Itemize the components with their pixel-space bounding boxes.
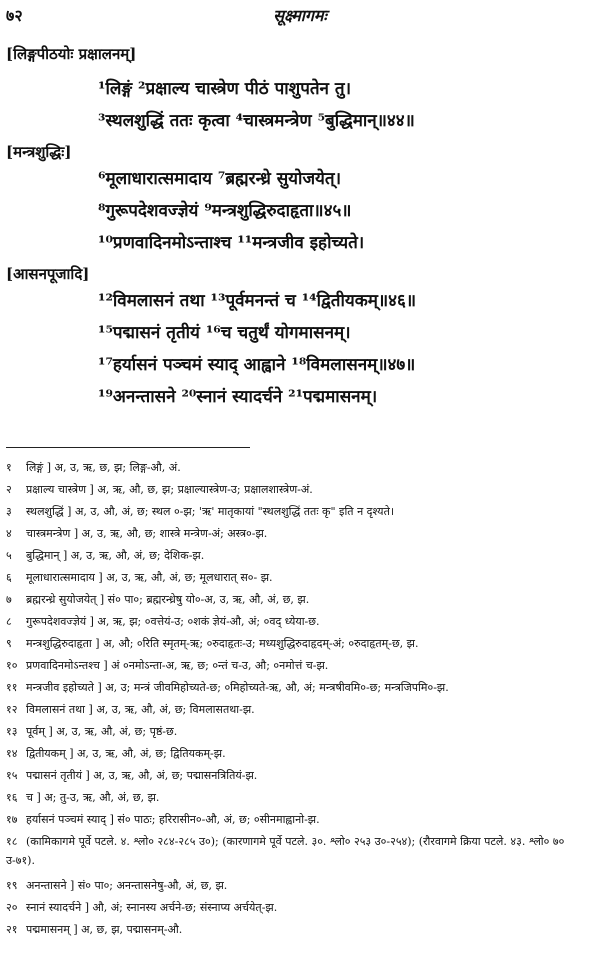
footnote-number: ५	[6, 549, 12, 562]
footnote-text: मन्त्रशुद्धिरुदाहृता ] अ, औ; ०रिति स्मृतम्-ऋ; ०रुदाहृतः-उ; मध्यशुद्धिरुदाहृदम्-अं; ०रुदाहृतम्-छ, झ.	[26, 637, 419, 650]
footnote	[6, 700, 594, 720]
section-heading-asana-puja: [आसनपूजादि]	[6, 265, 90, 283]
footnote-text: मन्त्रजीव इहोच्यते ] अ, उ; मन्त्रं जीवमिहोच्यते-छ; ०मिहोच्यते-ऋ, औ, अं; मन्त्रषीवमि०-छ; मन्त्रजिपमि०-झ.	[26, 681, 449, 694]
footnote-number: १२	[6, 703, 18, 716]
footnote	[6, 788, 594, 808]
footnote-text: प्रक्षाल्य चास्त्रेण ] अ, ऋ, औ, छ, झ; प्रक्षाल्यास्त्रेण-उ; प्रक्षालशास्त्रेण-अं.	[26, 483, 313, 496]
verse-line: ¹⁰प्रणवादिनमोऽन्ताश्च ¹¹मन्त्रजीव इहोच्यते।	[98, 233, 365, 253]
footnote-number: १६	[6, 791, 18, 804]
footnote-number: १९	[6, 879, 18, 892]
footnote-number: २१	[6, 923, 18, 936]
footnote-text: हर्यासनं पञ्चमं स्याद् ] सं० पाठः; हरिरासीन०-औ, अं, छ; ०सीनमाह्वानो-झ.	[26, 813, 320, 826]
footnote	[6, 810, 594, 830]
footnote-number: १५	[6, 769, 18, 782]
footnote-divider	[6, 447, 250, 448]
verse-line: ¹⁵पद्मासनं तृतीयं ¹⁶च चतुर्थं योगमासनम्।	[98, 323, 351, 343]
footnote-number: ६	[6, 571, 12, 584]
footnote-number: ४	[6, 527, 12, 540]
footnote-number: १३	[6, 725, 18, 738]
verse-line: ¹²विमलासनं तथा ¹³पूर्वमनन्तं च ¹⁴द्वितीयकम्॥४६॥	[98, 291, 417, 311]
verse-line: ¹⁷हर्यासनं पञ्चमं स्याद् आह्वाने ¹⁸विमलासनम्॥४७॥	[98, 355, 416, 375]
footnote-number: ३	[6, 505, 12, 518]
verse-line: ⁶मूलाधारात्समादाय ⁷ब्रह्मरन्ध्रे सुयोजयेत्।	[98, 169, 342, 189]
footnote-text: पद्ममासनम् ] अ, छ, झ, पद्मासनम्-औ.	[26, 923, 183, 936]
footnote	[6, 744, 594, 764]
page-header	[0, 4, 600, 26]
footnote-number: २०	[6, 901, 18, 914]
footnote	[6, 832, 594, 870]
verse-line: ⁸गुरूपदेशवज्ज्ञेयं ⁹मन्त्रशुद्धिरुदाहृता॥४५॥	[98, 201, 352, 221]
footnote	[6, 898, 594, 918]
footnote-text: अनन्तासने ] सं० पा०; अनन्तासनेषु-औ, अं, छ, झ.	[26, 879, 228, 892]
footnote-text: विमलासनं तथा ] अ, उ, ऋ, औ, अं, छ; विमलासतथा-झ.	[26, 703, 255, 716]
footnote	[6, 656, 594, 676]
footnote	[6, 634, 594, 654]
footnote-number: २	[6, 483, 12, 496]
verse-line: ³स्थलशुद्धिं ततः कृत्वा ⁴चास्त्रमन्त्रेण ⁵बुद्धिमान्॥४४॥	[98, 111, 415, 131]
footnote-text: पूर्वम् ] अ, उ, ऋ, औ, अं, छ; पृष्ठं-छ.	[26, 725, 178, 738]
footnote	[6, 612, 594, 632]
footnote-number: ११	[6, 681, 18, 694]
verse-line: ¹लिङ्गं ²प्रक्षाल्य चास्त्रेण पीठं पाशुपतेन तु।	[98, 79, 352, 99]
footnote-text: ब्रह्मरन्ध्रे सुयोजयेत् ] सं० पा०; ब्रह्मरन्ध्रेषु यो०-अ, उ, ऋ, औ, अं, छ, झ.	[26, 593, 310, 606]
footnote-number: ७	[6, 593, 12, 606]
footnote	[6, 678, 594, 698]
section-heading-mantra-shuddhi: [मन्त्रशुद्धिः]	[6, 143, 72, 161]
footnote-text: प्रणवादिनमोऽन्तश्च ] अं ०नमोऽन्ता-अ, ऋ, छ; ०न्तं च-उ, औ; ०नमोत्तं च-झ.	[26, 659, 329, 672]
footnote-text: मूलाधारात्समादाय ] अ, उ, ऋ, औ, अं, छ; मूलधारात् स०- झ.	[26, 571, 273, 584]
footnote	[6, 458, 594, 478]
footnote	[6, 766, 594, 786]
footnote-number: १४	[6, 747, 18, 760]
footnote-text: बुद्धिमान् ] अ, उ, ऋ, औ, अं, छ; देशिक-झ.	[26, 549, 205, 562]
footnote-number: १८	[6, 835, 18, 848]
footnote-text: द्वितीयकम् ] अ, उ, ऋ, औ, अं, छ; द्वितियकम्-झ.	[26, 747, 226, 760]
footnote	[6, 480, 594, 500]
footnote-number: १०	[6, 659, 18, 672]
footnote-text: गुरूपदेशवज्ज्ञेयं ] अ, ऋ, झ; ०वत्तेयं-उ; ०शकं ज्ञेयं-औ, अं; ०वद् ध्येया-छ.	[26, 615, 320, 628]
footnote-number: ९	[6, 637, 12, 650]
footnote	[6, 546, 594, 566]
footnote-text: लिङ्गं ] अ, उ, ऋ, छ, झ; लिङ्ग-औ, अं.	[26, 461, 181, 474]
section-heading-linga-pitha: [लिङ्गपीठयोः प्रक्षालनम्]	[6, 45, 137, 63]
footnote-number: ८	[6, 615, 12, 628]
footnote	[6, 524, 594, 544]
footnote-text: स्नानं स्यादर्चने ] औ, अं; स्नानस्य अर्चने-छ; संस्नाप्य अर्चयेत्-झ.	[26, 901, 278, 914]
footnote-text: (कामिकागमे पूर्वे पटले. ४. श्लो० २८४-२८५ उ०); (कारणागमे पूर्वे पटले. ३०. श्लो० २५३ उ०-२५४); (रौरवागमे क्रिया पटले. ४३. श्लो० ७० उ-७१).	[6, 835, 565, 867]
footnote-text: च ] अ; तु-उ, ऋ, औ, अं, छ, झ.	[26, 791, 160, 804]
footnote	[6, 568, 594, 588]
footnote	[6, 722, 594, 742]
footnote	[6, 502, 594, 522]
running-title: सूक्ष्मागमः	[273, 6, 327, 25]
page-number: ७२	[6, 6, 23, 25]
footnote-text: चास्त्रमन्त्रेण ] अ, उ, ऋ, औ, छ; शास्त्रे मन्त्रेण-अं; अस्त्र०-झ.	[26, 527, 268, 540]
footnote-text: स्थलशुद्धिं ] अ, उ, औ, अं, छ; स्थल ०-झ; 'ऋ' मातृकायां "स्थलशुद्धिं ततः कृ" इति न दृश्यते।	[26, 505, 395, 518]
footnote	[6, 920, 594, 940]
footnote-text: पद्मासनं तृतीयं ] अ, उ, ऋ, औ, अं, छ; पद्मासनत्रितियं-झ.	[26, 769, 258, 782]
footnote-number: १७	[6, 813, 18, 826]
footnote	[6, 876, 594, 896]
footnote-number: १	[6, 461, 12, 474]
footnote	[6, 590, 594, 610]
verse-line: ¹⁹अनन्तासने ²⁰स्नानं स्यादर्चने ²¹पद्ममासनम्।	[98, 387, 378, 407]
